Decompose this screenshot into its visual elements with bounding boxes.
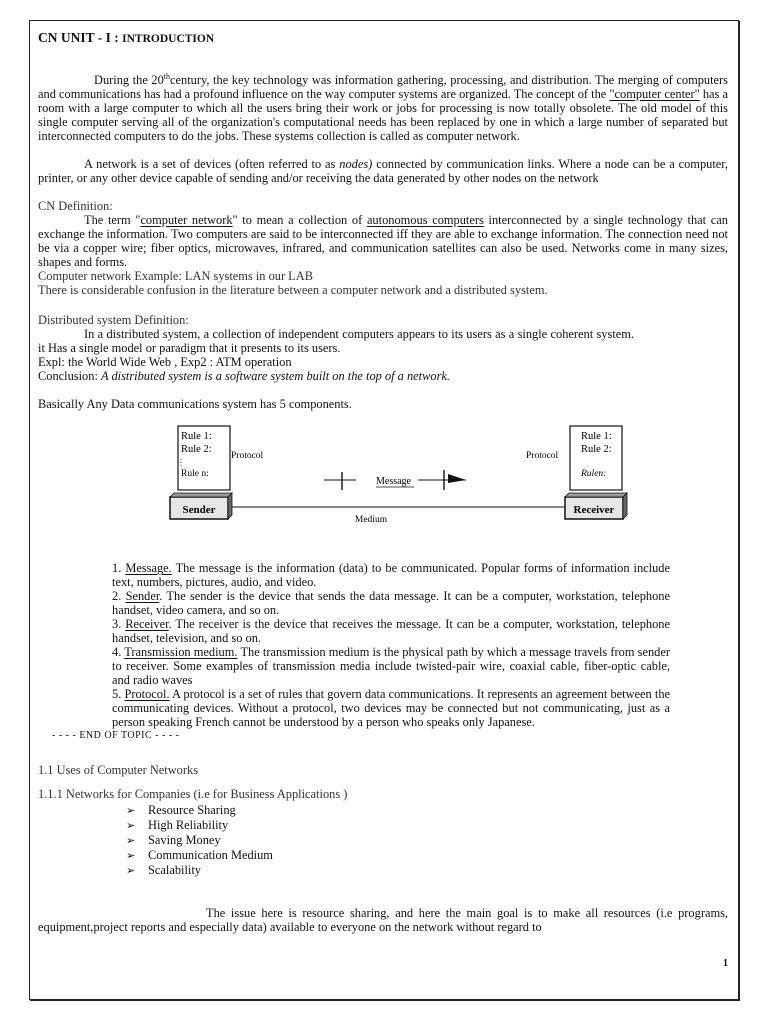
protocol-right-label: Protocol [526, 451, 559, 462]
list-item: 5. Protocol. A protocol is a set of rules that govern data communications. It represents an agreement between the communicating devices. Without a protocol, two devices may be connected but not communicating, just as a person speaking French cannot be understood by a person who speaks only Japanese. [112, 687, 671, 730]
right-rule-n: Rulen: [581, 469, 607, 480]
list-item: ➢ Communication Medium [126, 848, 273, 863]
receiver-label: Receiver [573, 504, 615, 517]
arrow-bullet-icon: ➢ [126, 819, 136, 833]
receiver-box-side [623, 493, 627, 519]
receiver-box-top [565, 493, 627, 497]
list-item: 2. Sender. The sender is the device that sends the data message. It can be a computer, workstation, telephone handset, video camera, and so on. [112, 589, 671, 618]
computer-center-link: "computer center" [609, 87, 700, 102]
uses-subheading: 1.1.1 Networks for Companies (i.e for Business Applications ) [38, 787, 348, 802]
list-item: 1. Message. The message is the information (data) to be communicated. Popular forms of information include text, numbers, pictures, audio, and video. [112, 561, 671, 590]
cn-definition-heading: CN Definition: [38, 199, 113, 214]
list-item: ➢ Resource Sharing [126, 803, 236, 818]
protocol-left-label: Protocol [231, 451, 264, 462]
left-rule-1: Rule 1: [181, 431, 212, 443]
right-rule-2: Rule 2: [581, 444, 612, 456]
communication-diagram [38, 421, 728, 547]
list-item: ➢ Scalability [126, 863, 201, 878]
arrow-bullet-icon: ➢ [126, 834, 136, 848]
diagram-svg [38, 421, 728, 547]
sender-box-top [170, 493, 232, 497]
right-rule-1: Rule 1: [581, 431, 612, 443]
distributed-examples: Expl: the World Wide Web , Exp2 : ATM operation [38, 355, 292, 370]
uses-bullet-list [38, 803, 728, 878]
intro-paragraph-2: A network is a set of devices (often referred to as nodes) connected by communication links. Where a node can be a computer, printer, or any other device capable of sending and/or receiving the data generated by other nodes on the network [38, 157, 729, 186]
page-number: 1 [723, 958, 728, 969]
message-label: Message [376, 476, 411, 488]
distributed-heading: Distributed system Definition: [38, 313, 189, 328]
distributed-paragraph: In a distributed system, a collection of independent computers appears to its users as a single coherent system. it Has a single model or paradigm that it presents to its users. [38, 327, 634, 356]
left-rule-2: Rule 2: [181, 444, 212, 456]
list-item: 3. Receiver. The receiver is the device that receives the message. It can be a computer, workstation, telephone handset, television, and so on. [112, 617, 670, 646]
arrow-bullet-icon: ➢ [126, 849, 136, 863]
left-rule-n: Rule n: [181, 469, 209, 480]
components-list [38, 561, 670, 743]
intro-paragraph-1: During the 20thcentury, the key technology was information gathering, processing, and distribution. The merging of computers and communications has had a profound influence on the way computer systems are organized. The concept of the "computer center" has a room with a large computer to which all the users bring their work or jobs for processing is now totally obsolete. The old model of this single computer serving all of the organization's computational needs has been replaced by one in which a large number of separated but interconnected computers to do the jobs. These systems collection is called as computer network. [38, 72, 729, 144]
components-intro: Basically Any Data communications system has 5 components. [38, 397, 352, 412]
end-of-topic: - - - - END OF TOPIC - - - - [52, 730, 180, 742]
uses-paragraph: The issue here is resource sharing, and here the main goal is to make all resources (i.e programs, equipment,project reports and especially data) available to everyone on the network without regard to [38, 906, 728, 935]
cn-definition-paragraph: The term "computer network" to mean a collection of autonomous computers interconnected by a single technology that can exchange the information. Two computers are said to be interconnected iff they are able to exchange information. The connection need not be via a copper wire; fiber optics, microwaves, infrared, and communication satellites can also be used. Networks come in many sizes, shapes and forms. [38, 213, 728, 270]
medium-label: Medium [354, 515, 388, 526]
uses-heading: 1.1 Uses of Computer Networks [38, 763, 199, 778]
cn-confusion: There is considerable confusion in the literature between a computer network and a distributed system. [38, 283, 548, 298]
arrow-bullet-icon: ➢ [126, 804, 136, 818]
cn-example: Computer network Example: LAN systems in our LAB [38, 269, 313, 284]
message-arrow-icon [448, 474, 466, 483]
sender-label: Sender [182, 504, 216, 517]
list-item: 4. Transmission medium. The transmission medium is the physical path by which a message travels from sender to receiver. Some examples of transmission media include twisted-pair wire, coaxial cable, fiber-optic cable, and radio waves [112, 645, 670, 688]
distributed-conclusion: Conclusion: A distributed system is a software system built on the top of a network. [38, 369, 450, 384]
page-title: CN UNIT - I : INTRODUCTION [38, 30, 215, 45]
list-item: ➢ Saving Money [126, 833, 221, 848]
list-item: ➢ High Reliability [126, 818, 229, 833]
sender-box-side [228, 493, 232, 519]
arrow-bullet-icon: ➢ [126, 864, 136, 878]
page-content [38, 28, 728, 934]
